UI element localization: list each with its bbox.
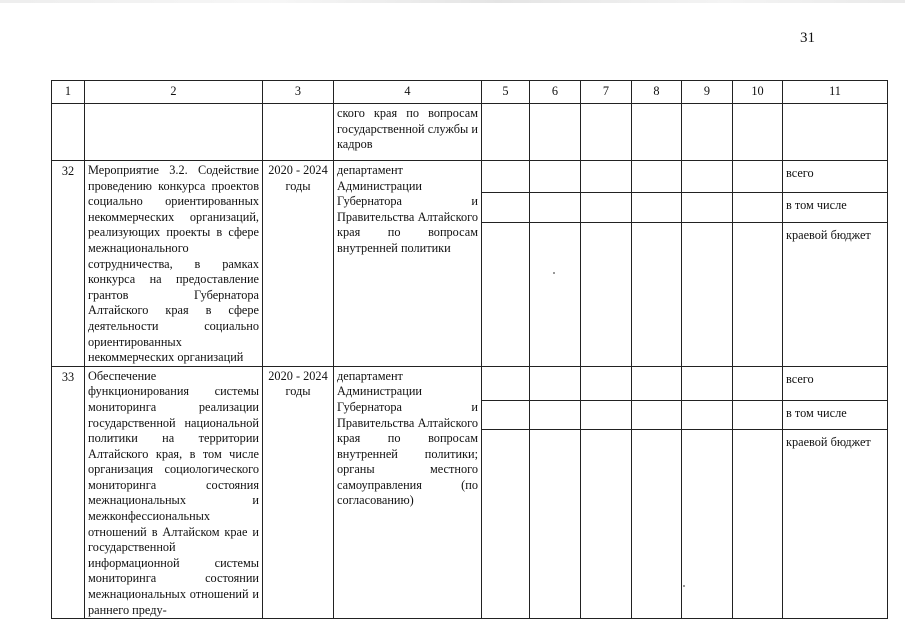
finance-source-regional: краевой бюджет	[783, 222, 888, 366]
measure-name-cell: Мероприятие 3.2. Содействие проведению конкурса проектов социально ориентированных некоммерческих организаций, реализующих проекты в сфере межнационального сотрудничества, в рамках конкурса на предоставление грантов Губернатора Алтайского края в сфере деятельности социально ориентированных некоммерческих организаций	[85, 161, 263, 367]
finance-source-total: всего	[783, 366, 888, 401]
column-header-1: 1	[52, 81, 85, 104]
column-header-9: 9	[682, 81, 733, 104]
finance-source-including: в том числе	[783, 401, 888, 430]
column-header-2: 2	[85, 81, 263, 104]
continuation-row	[52, 104, 888, 161]
row-number: 32	[52, 161, 85, 367]
column-header-7: 7	[581, 81, 632, 104]
table-row	[52, 161, 888, 193]
scan-edge	[0, 0, 905, 3]
finance-source-including: в том числе	[783, 193, 888, 222]
finance-source-total: всего	[783, 161, 888, 193]
period-cell: 2020 - 2024 годы	[263, 366, 334, 619]
scan-speck	[683, 585, 685, 587]
table-row	[52, 366, 888, 401]
executor-cell: департамент Администрации Губернатора и Правительства Алтайского края по вопросам внутренней политики	[334, 161, 482, 367]
column-header-6: 6	[530, 81, 581, 104]
column-header-4: 4	[334, 81, 482, 104]
measures-table	[51, 80, 888, 619]
column-header-11: 11	[783, 81, 888, 104]
column-header-5: 5	[482, 81, 530, 104]
header-row	[52, 81, 888, 104]
page-number: 31	[800, 30, 815, 46]
finance-source-regional: краевой бюджет	[783, 430, 888, 619]
executor-cell: ского края по вопросам государственной службы и кадров	[334, 104, 482, 161]
row-number: 33	[52, 366, 85, 619]
executor-cell: департамент Администрации Губернатора и Правительства Алтайского края по вопросам внутренней политики; органы местного самоуправления (по согласованию)	[334, 366, 482, 619]
scan-speck	[553, 272, 555, 274]
column-header-8: 8	[632, 81, 682, 104]
column-header-10: 10	[733, 81, 783, 104]
column-header-3: 3	[263, 81, 334, 104]
measure-name-cell: Обеспечение функционирования системы мониторинга реализации государственной национальной политики на территории Алтайского края, в том числе организация социологического мониторинга состояния межнациональных и межконфессиональных отношений в Алтайском крае и государственной информационной системы мониторинга состоянии межнациональных отношений и раннего преду-	[85, 366, 263, 619]
period-cell: 2020 - 2024 годы	[263, 161, 334, 367]
